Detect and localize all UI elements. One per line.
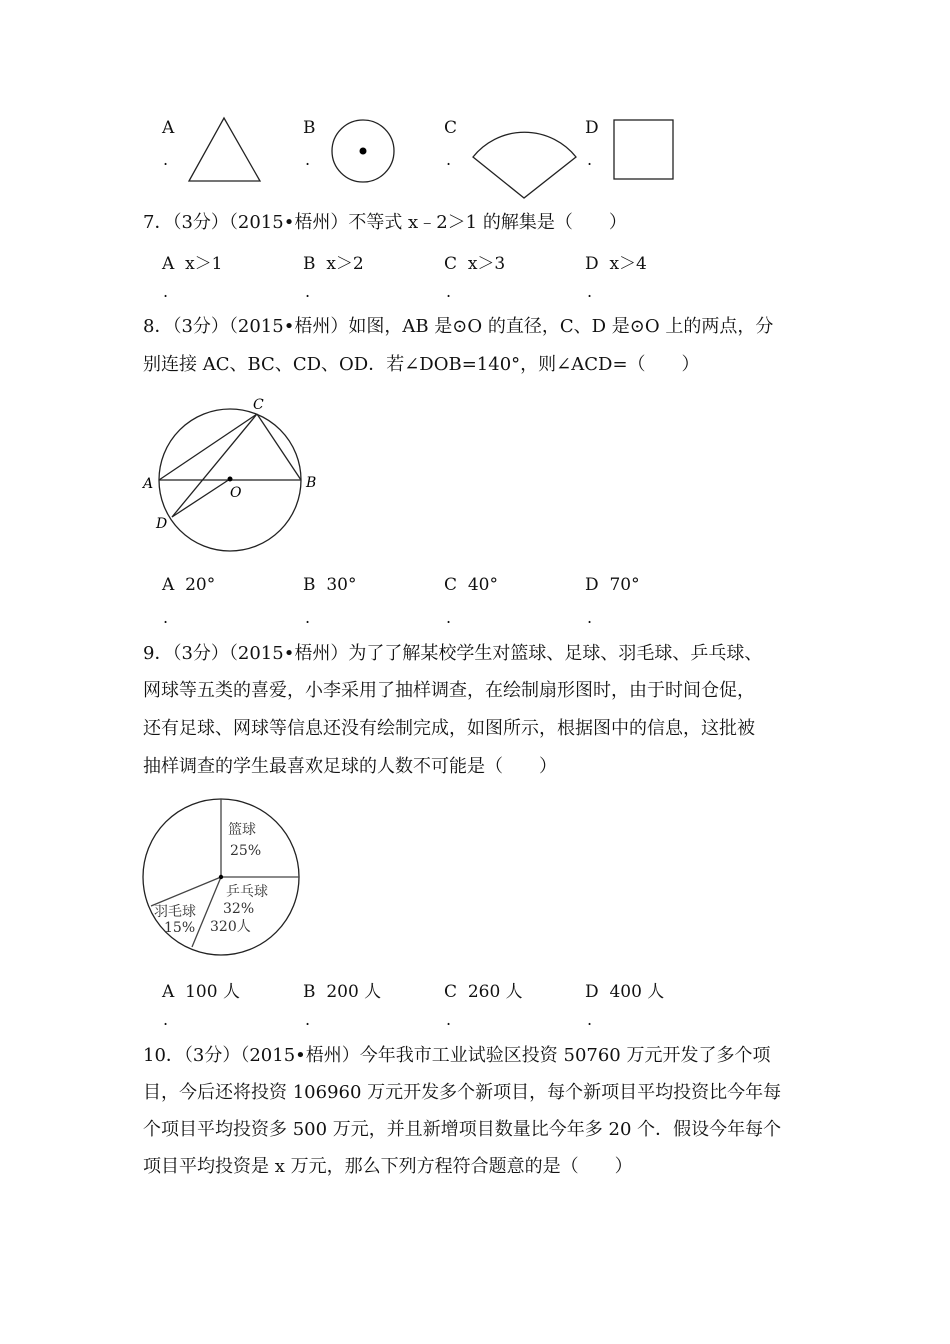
- value: 260 人: [467, 982, 523, 1002]
- value: 100 人: [185, 982, 240, 1002]
- circle-geometry-figure: [140, 390, 330, 560]
- q8-option-b[interactable]: [303, 575, 356, 595]
- label-a: A: [143, 476, 154, 492]
- q9-line-2: 网球等五类的喜爱，小李采用了抽样调查，在绘制扇形图时，由于时间仓促，: [143, 680, 755, 701]
- q10-line-1: 10．（3分）（2015•梧州）今年我市工业试验区投资 50760 万元开发了多个项: [143, 1045, 771, 1066]
- sector-figure: [470, 112, 580, 202]
- dot: .: [305, 608, 311, 627]
- q6-option-c-dot: .: [446, 150, 452, 169]
- pingpong-label: 乒乓球: [226, 884, 268, 900]
- q6-option-d-dot: .: [587, 150, 593, 169]
- label-c: C: [253, 397, 264, 413]
- letter: B: [303, 575, 316, 595]
- label-b: B: [306, 475, 317, 491]
- label-o: O: [230, 485, 242, 501]
- q9-option-c[interactable]: [444, 977, 523, 1002]
- letter: A: [162, 982, 175, 1002]
- pie-chart-figure: [140, 790, 310, 960]
- dot: .: [446, 282, 452, 301]
- value: 70°: [609, 575, 640, 595]
- letter: C: [444, 254, 458, 274]
- q10-line-3: 个项目平均投资多 500 万元，并且新增项目数量比今年多 20 个．假设今年每个: [143, 1119, 782, 1140]
- q6-option-a-letter: A: [162, 118, 175, 138]
- letter: D: [585, 982, 599, 1002]
- letter: B: [303, 982, 316, 1002]
- triangle-figure: [188, 117, 263, 183]
- label-d: D: [156, 516, 168, 532]
- q9-option-b[interactable]: [303, 977, 381, 1002]
- value: 20°: [185, 575, 216, 595]
- value: x＞3: [467, 254, 506, 274]
- value: x＞2: [326, 254, 364, 274]
- q10-line-4: 项目平均投资是 x 万元，那么下列方程符合题意的是（ ）: [143, 1156, 633, 1177]
- letter: C: [444, 575, 458, 595]
- letter: A: [162, 575, 175, 595]
- q9-line-1: 9．（3分）（2015•梧州）为了了解某校学生对篮球、足球、羽毛球、乒乓球、: [143, 643, 763, 664]
- dot: .: [163, 282, 169, 301]
- basketball-pct: 25%: [230, 843, 262, 859]
- dot: .: [163, 608, 169, 627]
- q7-option-b[interactable]: [303, 249, 364, 274]
- dot: .: [305, 1010, 311, 1029]
- value: 200 人: [326, 982, 382, 1002]
- dot: .: [163, 1010, 169, 1029]
- dot: .: [587, 1010, 593, 1029]
- q10-line-2: 目，今后还将投资 106960 万元开发多个新项目，每个新项目平均投资比今年每: [143, 1082, 782, 1103]
- q8-line-1: 8．（3分）（2015•梧州）如图，AB 是⊙O 的直径，C、D 是⊙O 上的两点，分: [143, 316, 774, 337]
- value: 400 人: [609, 982, 665, 1002]
- q8-option-c[interactable]: [444, 575, 498, 595]
- dot: .: [446, 1010, 452, 1029]
- q8-option-a[interactable]: [162, 575, 215, 595]
- pingpong-count: 320人: [210, 919, 251, 935]
- circle-figure: [331, 118, 397, 184]
- pingpong-pct: 32%: [223, 901, 255, 917]
- q8-option-d[interactable]: [585, 575, 640, 595]
- q9-line-4: 抽样调查的学生最喜欢足球的人数不可能是（ ）: [143, 756, 557, 777]
- value: 40°: [467, 575, 498, 595]
- q6-option-b-dot: .: [305, 150, 311, 169]
- dot: .: [587, 282, 593, 301]
- q8-line-2: 别连接 AC、BC、CD、OD．若∠DOB=140°，则∠ACD=（ ）: [143, 354, 700, 375]
- dot: .: [587, 608, 593, 627]
- letter: B: [303, 254, 316, 274]
- q7-option-a[interactable]: [162, 249, 223, 274]
- letter: D: [585, 254, 599, 274]
- dot: .: [305, 282, 311, 301]
- value: x＞4: [609, 254, 647, 274]
- value: 30°: [326, 575, 357, 595]
- badminton-pct: 15%: [164, 920, 196, 936]
- q6-option-a-dot: .: [163, 150, 169, 169]
- basketball-label: 篮球: [228, 822, 256, 838]
- q7-option-d[interactable]: [585, 249, 647, 274]
- q6-option-d-letter: D: [585, 118, 599, 138]
- q6-option-c-letter: C: [444, 118, 458, 138]
- dot: .: [446, 608, 452, 627]
- letter: D: [585, 575, 599, 595]
- q9-line-3: 还有足球、网球等信息还没有绘制完成，如图所示，根据图中的信息，这批被: [143, 718, 755, 739]
- letter: C: [444, 982, 458, 1002]
- q6-option-b-letter: B: [303, 118, 316, 138]
- q7-option-c[interactable]: [444, 249, 505, 274]
- q9-option-a[interactable]: [162, 977, 240, 1002]
- q9-option-d[interactable]: [585, 977, 664, 1002]
- value: x＞1: [185, 254, 223, 274]
- square-figure: [613, 119, 675, 181]
- letter: A: [162, 254, 175, 274]
- q7-text: 7．（3分）（2015•梧州）不等式 x﹣2＞1 的解集是（ ）: [143, 212, 627, 233]
- badminton-label: 羽毛球: [154, 904, 196, 920]
